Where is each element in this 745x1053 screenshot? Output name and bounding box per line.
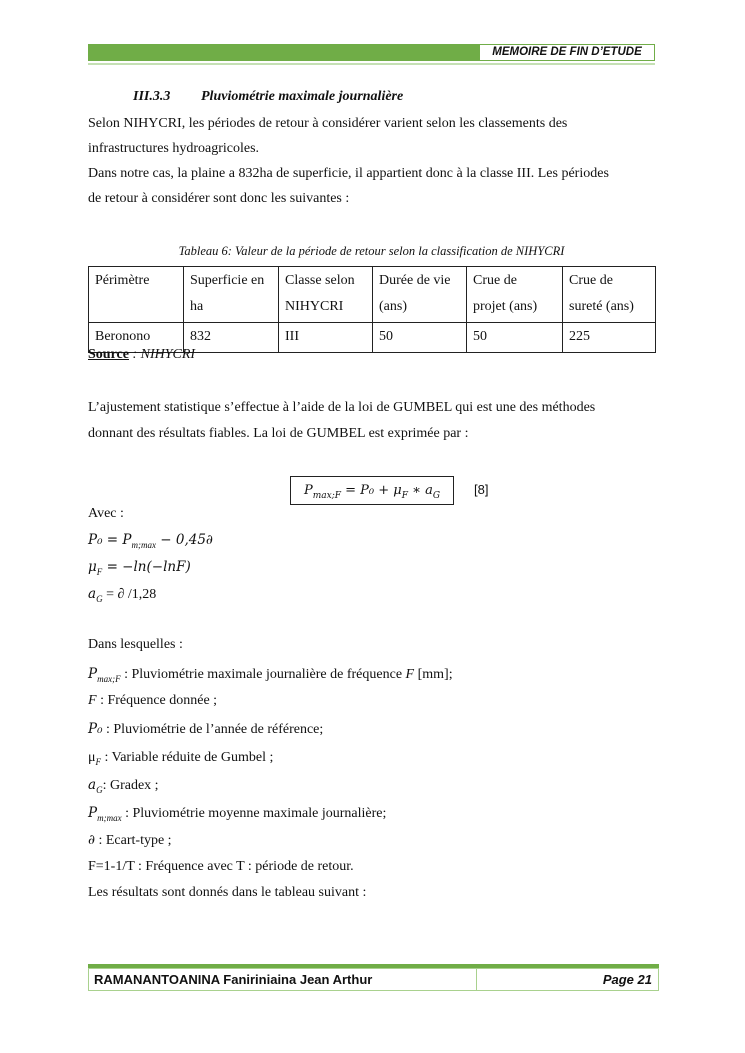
table-source (88, 347, 195, 363)
header-cell: Crue de sureté (ans) (563, 267, 656, 323)
footer-page-number: Page 21 (476, 968, 659, 991)
equation-p0: $P_0 = P_{m;max} - 0,45\partial$ (88, 532, 213, 550)
header-green-bar (88, 44, 479, 61)
table-cell: 50 (373, 323, 467, 353)
table-cell: Beronono (89, 323, 184, 353)
definition-f: F : Fréquence donnée ; (88, 693, 218, 708)
header-cell: Classe selon NIHYCRI (279, 267, 373, 323)
equation-ag: $a_G$ = ∂ /1,28 (88, 586, 157, 604)
footer-author: RAMANANTOANINA Faniriniaina Jean Arthur (88, 968, 476, 991)
footer (88, 968, 659, 991)
definition-std: ∂ : Ecart-type ; (88, 832, 172, 848)
intro-line-3: Dans notre cas, la plaine a 832ha de superficie, il appartient donc à la classe III. Les périodes (88, 166, 609, 181)
definition-pmmax: $P_{m;max}$ : Pluviométrie moyenne maximale journalière; (88, 805, 387, 823)
method-line-2: donnant des résultats fiables. La loi de GUMBEL est exprimée par : (88, 426, 469, 441)
table-cell: 50 (467, 323, 563, 353)
definition-ag: $a_G$: Gradex ; (88, 777, 159, 795)
source-text: : NIHYCRI (128, 347, 196, 362)
definition-pmaxf: $P_{max;F}$ : Pluviométrie maximale journalière de fréquence F [mm]; (88, 666, 453, 684)
header-divider (88, 63, 655, 65)
intro-line-2: infrastructures hydroagricoles. (88, 141, 260, 156)
avec-label: Avec : (88, 506, 124, 521)
section-heading (133, 89, 403, 105)
definition-p0: P₀ : Pluviométrie de l’année de référence; (88, 721, 324, 737)
header-cell: Superficie en ha (184, 267, 279, 323)
section-title: Pluviométrie maximale journalière (201, 89, 404, 104)
section-number: III.3.3 (133, 89, 171, 104)
return-period-table (88, 266, 656, 353)
header-cell: Périmètre (89, 267, 184, 323)
table-cell: 225 (563, 323, 656, 353)
header-band (88, 44, 655, 61)
method-line-1: L’ajustement statistique s’effectue à l’aide de la loi de GUMBEL qui est une des méthodes (88, 400, 596, 415)
header-cell: Durée de vie (ans) (373, 267, 467, 323)
definition-muf: $\mu_F$ : Variable réduite de Gumbel ; (88, 750, 274, 767)
gumbel-formula: $P_{max;F} = P_0 + \mu_F$ ∗ $a_G$ (290, 476, 454, 505)
header-title: MEMOIRE DE FIN D’ETUDE (479, 44, 655, 61)
table-caption: Tableau 6: Valeur de la période de retour selon la classification de NIHYCRI (178, 244, 565, 258)
intro-line-1: Selon NIHYCRI, les périodes de retour à considérer varient selon les classements des (88, 116, 568, 131)
table-header-row (89, 267, 656, 323)
table-cell: 832 (184, 323, 279, 353)
equation-muf: $\mu_F = -\ln(-\ln F)$ (88, 559, 191, 577)
closing-line: Les résultats sont donnés dans le tableau suivant : (88, 885, 367, 900)
source-label: Source (88, 347, 129, 362)
table-cell: III (279, 323, 373, 353)
intro-line-4: de retour à considérer sont donc les suivantes : (88, 191, 350, 206)
formula-reference: [8] (474, 482, 489, 497)
definitions-intro: Dans lesquelles : (88, 637, 183, 652)
definition-frequency: F=1-1/T : Fréquence avec T : période de retour. (88, 859, 354, 874)
header-cell: Crue de projet (ans) (467, 267, 563, 323)
